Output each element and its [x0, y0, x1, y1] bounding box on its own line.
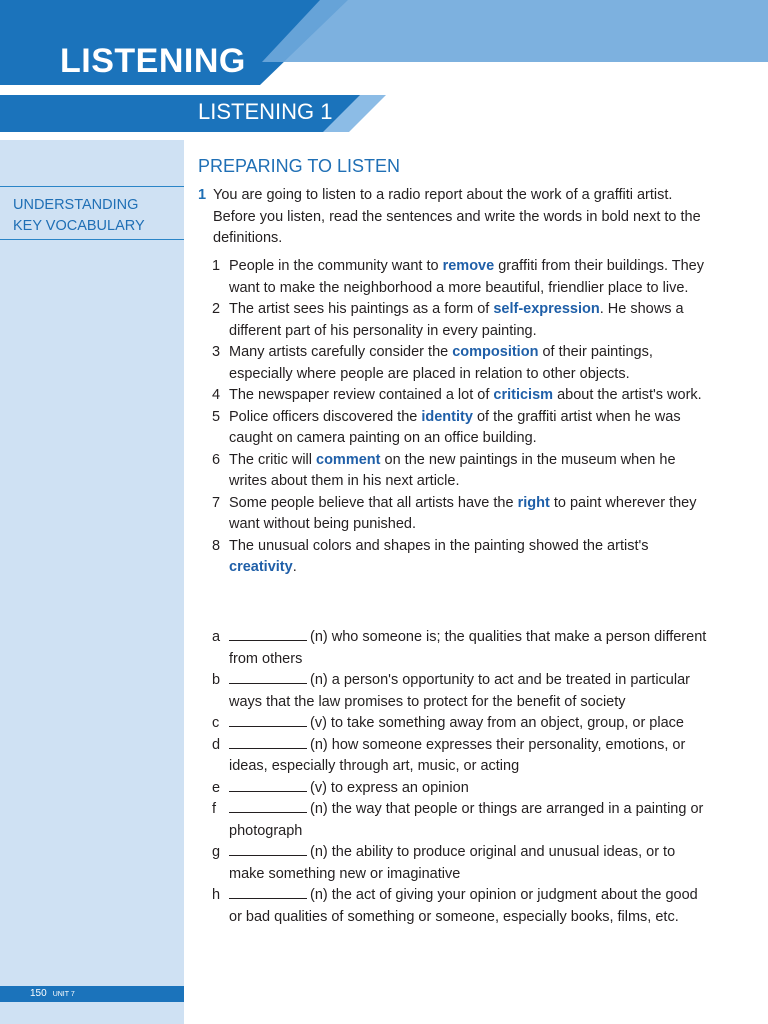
sentence-item [212, 536, 708, 579]
sentence-text: The artist sees his paintings as a form of self-expression. He shows a different part of his personality in every painting. [229, 301, 684, 339]
definition-text: (v) to express an opinion [229, 778, 712, 800]
sentence-text: The newspaper review contained a lot of criticism about the artist's work. [229, 387, 702, 403]
sentence-number: 4 [212, 387, 221, 403]
sentence-number: 1 [212, 258, 221, 274]
sentence-list [212, 256, 708, 579]
sentence-item [212, 385, 708, 407]
sidebar [0, 140, 184, 1024]
keyword: creativity [229, 559, 293, 575]
definition-letter: d [212, 736, 221, 753]
answer-blank [229, 628, 307, 641]
definition-item [212, 799, 712, 842]
sentence-text: The critic will comment on the new paintings in the museum when he writes about them in his next article. [229, 451, 676, 489]
sentence-text: Police officers discovered the identity of the graffiti artist when he was caught on camera painting on an office building. [229, 408, 681, 446]
sentence-item [212, 256, 708, 299]
sentence-number: 7 [212, 494, 221, 511]
sidebar-label: UNDERSTANDING KEY VOCABULARY [13, 197, 145, 234]
sentence-item [212, 407, 708, 450]
definition-letter: g [212, 844, 221, 860]
definition-item [212, 627, 712, 670]
sidebar-label-box [0, 186, 184, 240]
keyword: identity [421, 408, 473, 425]
definition-item [212, 778, 712, 800]
sentence-number: 2 [212, 301, 221, 317]
page-number: 150 [30, 988, 47, 999]
definition-text: (n) a person's opportunity to act and be treated in particular ways that the law promises to protect for the benefit of society [229, 672, 690, 710]
definition-item [212, 713, 712, 735]
definition-text: (n) the act of giving your opinion or judgment about the good or bad qualities of something or someone, especially books, films, etc. [229, 887, 698, 925]
sentence-text: People in the community want to remove graffiti from their buildings. They want to make the neighborhood a more beautiful, friendlier place to live. [229, 258, 704, 296]
definition-letter: c [212, 715, 220, 731]
keyword: remove [442, 258, 495, 274]
sentence-text: Some people believe that all artists have the right to paint wherever they want without being punished. [229, 494, 697, 532]
keyword: self-expression [493, 301, 600, 317]
definition-letter: a [212, 629, 221, 645]
sentence-item [212, 299, 708, 342]
definition-text: (n) the ability to produce original and unusual ideas, or to make something new or imaginative [229, 844, 676, 882]
definition-item [212, 670, 712, 713]
answer-blank [229, 843, 307, 856]
footer-bar [0, 986, 184, 1002]
answer-blank [229, 671, 307, 684]
subsection-title: LISTENING 1 [198, 99, 333, 124]
answer-blank [229, 779, 307, 792]
sentence-item [212, 493, 708, 536]
definition-item [212, 885, 712, 928]
keyword: right [517, 494, 550, 511]
definition-item [212, 842, 712, 885]
definition-list [212, 627, 712, 928]
sentence-text: Many artists carefully consider the composition of their paintings, especially where people are placed in relation to other objects. [229, 344, 653, 382]
sentence-text: The unusual colors and shapes in the painting showed the artist's creativity. [229, 537, 649, 575]
definition-text: (v) to take something away from an object, group, or place [229, 713, 712, 735]
answer-blank [229, 736, 307, 749]
definition-letter: b [212, 672, 221, 688]
definition-letter: f [212, 801, 217, 817]
question-number: 1 [198, 187, 207, 203]
question-text: You are going to listen to a radio report about the work of a graffiti artist. Before you listen, read the sentences and write the words in bold next to the definitions. [213, 187, 701, 246]
sentence-number: 8 [212, 537, 221, 554]
unit-label: UNIT 7 [52, 991, 75, 998]
sentence-item [212, 450, 708, 493]
keyword: composition [452, 344, 539, 360]
definition-letter: e [212, 779, 221, 796]
section-heading: PREPARING TO LISTEN [198, 156, 401, 176]
section-title: LISTENING [60, 42, 246, 80]
definition-item [212, 735, 712, 778]
definition-text: (n) how someone expresses their personality, emotions, or ideas, especially through art, music, or acting [229, 736, 686, 774]
definition-text: (n) the way that people or things are arranged in a painting or photograph [229, 801, 704, 839]
answer-blank [229, 886, 307, 899]
sentence-number: 3 [212, 344, 221, 360]
page-footer [30, 986, 75, 1003]
sentence-number: 6 [212, 451, 221, 468]
definition-letter: h [212, 887, 221, 903]
answer-blank [229, 800, 307, 813]
keyword: comment [316, 451, 381, 468]
answer-blank [229, 714, 307, 727]
sentence-item [212, 342, 708, 385]
sentence-number: 5 [212, 408, 221, 425]
keyword: criticism [493, 387, 554, 403]
definition-text: (n) who someone is; the qualities that make a person different from others [229, 629, 707, 667]
